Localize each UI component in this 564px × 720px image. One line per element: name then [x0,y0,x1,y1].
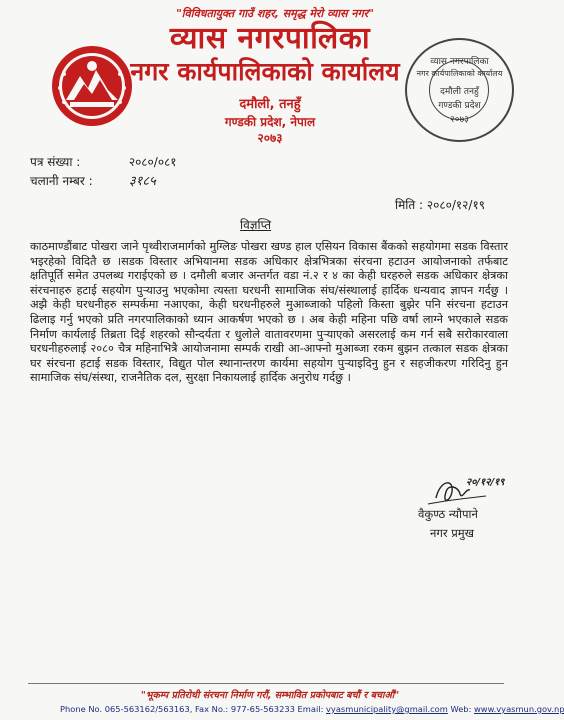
municipality-name: व्यास नगरपालिका [169,21,371,56]
office-province: गण्डकी प्रदेश, नेपाल [224,115,316,129]
footer-contact [60,704,564,714]
letter-number-label: पत्र संख्या : [30,155,81,169]
footer-web-label: Web: [450,704,472,714]
stamp-text: दमौली तनहुँ [440,87,479,97]
dispatch-number-row [30,171,156,189]
signature-date: २०/१२/१९ [466,477,505,488]
stamp-text: २०७३ [450,115,469,125]
dispatch-number-value: ३१८५ [128,174,156,189]
office-name: नगर कार्यपालिकाको कार्यालय [130,57,400,86]
signer-name: वैकुण्ठ न्यौपाने [418,507,478,521]
date-value: २०८०/१२/१९ [426,198,485,212]
municipality-slogan: "विविधतायुक्त गाउँ शहर, समृद्ध मेरो व्यास नगर" [176,7,374,20]
stamp-text: गण्डकी प्रदेश [438,101,481,111]
signer-title: नगर प्रमुख [430,526,475,540]
notice-body: काठमाण्डौंबाट पोखरा जाने पृथ्वीराजमार्गको मुग्लिङ पोखरा खण्ड हाल एसियन विकास बैंकको सहयोगमा सडक विस्तार भइरहेको विदितै छ ।सडक विस्तार अभियानमा सडक अधिकार क्षेत्रभित्रका संरचना हटाउन आयोजनाको तर्फबाट क्षतिपूर्ति समेत उपलब्ध गराईएको छ । दमौली बजार अन्तर्गत वडा नं.२ र ४ का केही घरहरुले सडक अधिकार क्षेत्रका संरचनाहरु हटाई सहयोग पुऱ्याउनु भएकोमा त्यस्ता घरधनी सामाजिक संघ/संस्थालाई हार्दिक धन्यवाद ज्ञापन गर्दछु । अझै केही घरधनीहरु सम्पर्कमा नआएका, केही घरधनीहरुले मुआब्जाको पहिलो किस्ता बुझेर पनि संरचना हटाउन ढिलाइ गर्नु भएको प्रति नगरपालिकाको ध्यान आकर्षण भएको छ । अब केही महिना पछि वर्षा लाग्ने भएकाले सडक निर्माण कार्यलाई तिब्रता दिई शहरको सौन्दर्यता र धुलोले वातावरणमा पुऱ्याएको असरलाई कम गर्न सबै सरोकारवाला घरधनीहरुलाई २०८० चैत्र महिनाभित्रै आयोजनामा सम्पर्क राखी आ-आफ्नो मुआब्जा रकम बुझन तत्काल सडक क्षेत्रका घर संरचना हटाई सडक विस्तार, विद्युत पोल स्थानान्तरण कार्यमा सहयोग पुऱ्याइदिनु हुन र सहजीकरण गरिदिनु हुन सामाजिक संघ/संस्था, राजनैतिक दल, सुरक्षा निकायलाई हार्दिक अनुरोध गर्दछु । [30,240,508,385]
stamp-text: व्यास नगरपालिका [430,57,489,67]
date-label: मिति : [395,198,424,212]
office-location: दमौली, तनहुँ [239,97,301,112]
established-year: २०७३ [257,131,283,145]
stamp-text: नगर कार्यपालिकाको कार्यालय [416,69,503,78]
letter-number-row [30,153,177,170]
notice-subject: विज्ञप्ति [240,218,272,232]
footer-email-label: Email: [297,704,324,714]
footer-slogan: "भूकम्प प्रतिरोधी संरचना निर्माण गरौं, सम्भावित प्रकोपबाट बचौं र बचाऔं" [140,690,400,701]
footer-divider [28,683,504,684]
letter-date [395,196,485,213]
office-stamp [405,38,514,142]
dispatch-number-label: चलानी नम्बर : [30,174,93,188]
footer-phone: Phone No. 065-563162/563163, [60,704,193,714]
footer-fax: Fax No.: 977-65-563233 [195,704,295,714]
footer-web-link[interactable]: www.vyasmun.gov.np [474,704,564,714]
letter-number-value: २०८०/०८१ [128,155,177,169]
footer-email-link[interactable]: vyasmunicipality@gmail.com [326,704,448,714]
